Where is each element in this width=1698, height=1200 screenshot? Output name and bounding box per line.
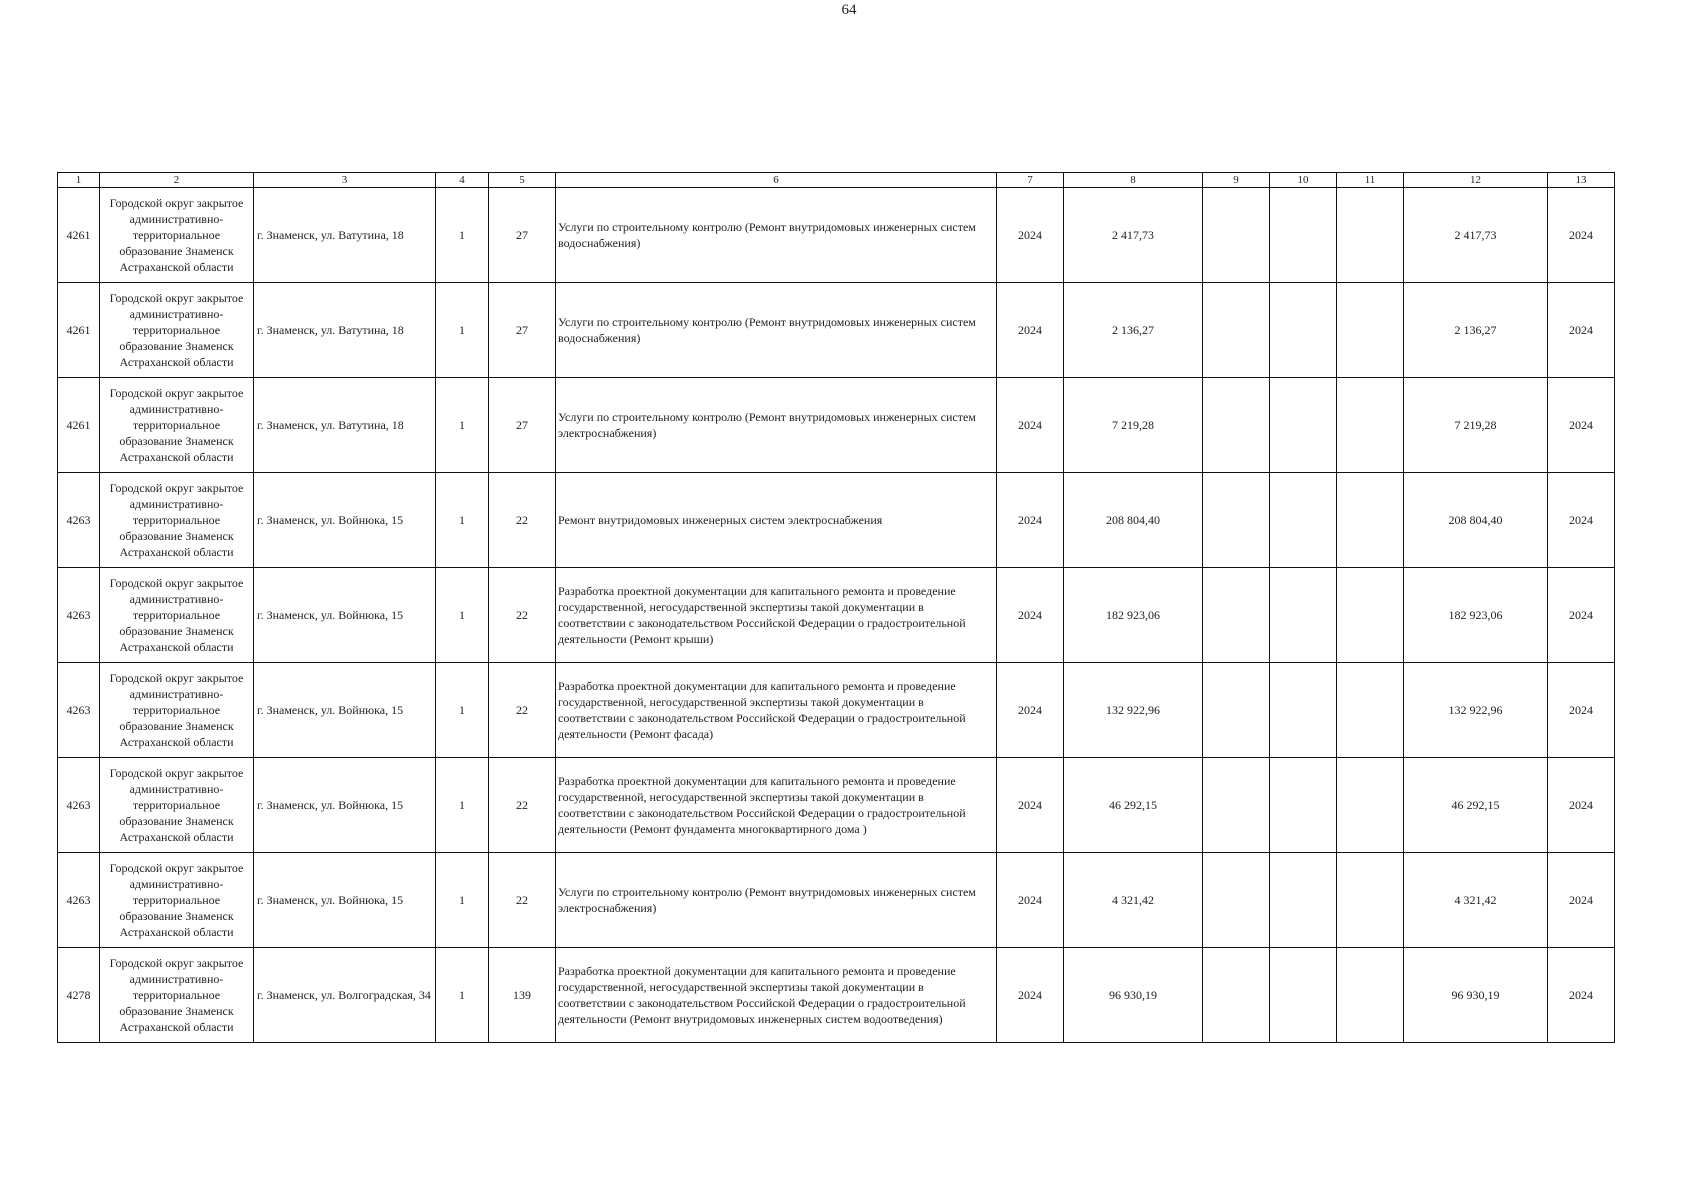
header-cell: 2 (100, 173, 254, 188)
amount-cell: 2 417,73 (1064, 188, 1203, 283)
record-number-cell: 4263 (58, 853, 100, 948)
amount-cell: 2 136,27 (1064, 283, 1203, 378)
year-cell: 2024 (997, 758, 1064, 853)
col9-cell (1203, 378, 1270, 473)
amount-cell: 7 219,28 (1064, 378, 1203, 473)
work-description-cell: Услуги по строительному контролю (Ремонт внутридомовых инженерных систем электроснабжения) (556, 853, 997, 948)
col10-cell (1270, 378, 1337, 473)
address-cell: г. Знаменск, ул. Ватутина, 18 (254, 188, 436, 283)
work-description-cell: Разработка проектной документации для капитального ремонта и проведение государственной, негосударственной экспертизы такой документации в соответствии с законодательством Российской Федерации о градостроительной деятельности (Ремонт внутридомовых инженерных систем водоотведения) (556, 948, 997, 1043)
work-description-cell: Ремонт внутридомовых инженерных систем электроснабжения (556, 473, 997, 568)
record-number-cell: 4278 (58, 948, 100, 1043)
amount-total-cell: 46 292,15 (1404, 758, 1548, 853)
address-cell: г. Знаменск, ул. Волгоградская, 34 (254, 948, 436, 1043)
municipality-cell: Городской округ закрытое административно-территориальное образование Знаменск Астраханской области (100, 473, 254, 568)
address-cell: г. Знаменск, ул. Войнюка, 15 (254, 853, 436, 948)
capital-repair-table (57, 172, 1615, 1043)
municipality-cell: Городской округ закрытое административно-территориальное образование Знаменск Астраханской области (100, 188, 254, 283)
col4-cell: 1 (436, 283, 489, 378)
year-cell: 2024 (997, 378, 1064, 473)
col11-cell (1337, 283, 1404, 378)
table-body (58, 173, 1615, 1043)
header-cell: 12 (1404, 173, 1548, 188)
year-cell: 2024 (997, 283, 1064, 378)
year-cell: 2024 (997, 188, 1064, 283)
address-cell: г. Знаменск, ул. Войнюка, 15 (254, 758, 436, 853)
record-number-cell: 4261 (58, 378, 100, 473)
end-year-cell: 2024 (1548, 188, 1615, 283)
col5-cell: 22 (489, 473, 556, 568)
header-cell: 7 (997, 173, 1064, 188)
col11-cell (1337, 188, 1404, 283)
work-description-cell: Разработка проектной документации для капитального ремонта и проведение государственной, негосударственной экспертизы такой документации в соответствии с законодательством Российской Федерации о градостроительной деятельности (Ремонт фундамента многоквартирного дома ) (556, 758, 997, 853)
amount-total-cell: 2 417,73 (1404, 188, 1548, 283)
col11-cell (1337, 663, 1404, 758)
address-cell: г. Знаменск, ул. Войнюка, 15 (254, 473, 436, 568)
col5-cell: 27 (489, 188, 556, 283)
col9-cell (1203, 283, 1270, 378)
col11-cell (1337, 758, 1404, 853)
col4-cell: 1 (436, 473, 489, 568)
amount-total-cell: 208 804,40 (1404, 473, 1548, 568)
record-number-cell: 4263 (58, 758, 100, 853)
record-number-cell: 4263 (58, 473, 100, 568)
col9-cell (1203, 853, 1270, 948)
col5-cell: 139 (489, 948, 556, 1043)
col4-cell: 1 (436, 568, 489, 663)
year-cell: 2024 (997, 663, 1064, 758)
col11-cell (1337, 853, 1404, 948)
amount-cell: 132 922,96 (1064, 663, 1203, 758)
col9-cell (1203, 948, 1270, 1043)
municipality-cell: Городской округ закрытое административно-территориальное образование Знаменск Астраханской области (100, 283, 254, 378)
col10-cell (1270, 568, 1337, 663)
year-cell: 2024 (997, 853, 1064, 948)
table-row (58, 853, 1615, 948)
header-row (58, 173, 1615, 188)
col9-cell (1203, 188, 1270, 283)
col4-cell: 1 (436, 758, 489, 853)
col10-cell (1270, 758, 1337, 853)
col10-cell (1270, 948, 1337, 1043)
col4-cell: 1 (436, 663, 489, 758)
end-year-cell: 2024 (1548, 473, 1615, 568)
year-cell: 2024 (997, 568, 1064, 663)
col11-cell (1337, 948, 1404, 1043)
end-year-cell: 2024 (1548, 948, 1615, 1043)
municipality-cell: Городской округ закрытое административно-территориальное образование Знаменск Астраханской области (100, 853, 254, 948)
table-row (58, 758, 1615, 853)
work-description-cell: Разработка проектной документации для капитального ремонта и проведение государственной, негосударственной экспертизы такой документации в соответствии с законодательством Российской Федерации о градостроительной деятельности (Ремонт крыши) (556, 568, 997, 663)
amount-total-cell: 2 136,27 (1404, 283, 1548, 378)
col9-cell (1203, 663, 1270, 758)
col11-cell (1337, 378, 1404, 473)
table-row (58, 948, 1615, 1043)
col10-cell (1270, 188, 1337, 283)
amount-cell: 182 923,06 (1064, 568, 1203, 663)
municipality-cell: Городской округ закрытое административно-территориальное образование Знаменск Астраханской области (100, 568, 254, 663)
header-cell: 1 (58, 173, 100, 188)
municipality-cell: Городской округ закрытое административно-территориальное образование Знаменск Астраханской области (100, 948, 254, 1043)
col10-cell (1270, 283, 1337, 378)
year-cell: 2024 (997, 473, 1064, 568)
record-number-cell: 4261 (58, 188, 100, 283)
work-description-cell: Услуги по строительному контролю (Ремонт внутридомовых инженерных систем электроснабжения) (556, 378, 997, 473)
table-row (58, 473, 1615, 568)
table-row (58, 663, 1615, 758)
col11-cell (1337, 473, 1404, 568)
amount-cell: 4 321,42 (1064, 853, 1203, 948)
municipality-cell: Городской округ закрытое административно-территориальное образование Знаменск Астраханской области (100, 758, 254, 853)
col4-cell: 1 (436, 948, 489, 1043)
col5-cell: 22 (489, 758, 556, 853)
header-cell: 10 (1270, 173, 1337, 188)
table-row (58, 283, 1615, 378)
table-row (58, 568, 1615, 663)
amount-cell: 96 930,19 (1064, 948, 1203, 1043)
amount-total-cell: 96 930,19 (1404, 948, 1548, 1043)
table-row (58, 188, 1615, 283)
amount-cell: 208 804,40 (1064, 473, 1203, 568)
col5-cell: 27 (489, 378, 556, 473)
col5-cell: 22 (489, 568, 556, 663)
header-cell: 3 (254, 173, 436, 188)
amount-total-cell: 132 922,96 (1404, 663, 1548, 758)
end-year-cell: 2024 (1548, 663, 1615, 758)
end-year-cell: 2024 (1548, 568, 1615, 663)
address-cell: г. Знаменск, ул. Ватутина, 18 (254, 283, 436, 378)
header-cell: 6 (556, 173, 997, 188)
end-year-cell: 2024 (1548, 378, 1615, 473)
record-number-cell: 4263 (58, 663, 100, 758)
amount-total-cell: 182 923,06 (1404, 568, 1548, 663)
col9-cell (1203, 758, 1270, 853)
col4-cell: 1 (436, 378, 489, 473)
municipality-cell: Городской округ закрытое административно-территориальное образование Знаменск Астраханской области (100, 378, 254, 473)
record-number-cell: 4261 (58, 283, 100, 378)
work-description-cell: Разработка проектной документации для капитального ремонта и проведение государственной, негосударственной экспертизы такой документации в соответствии с законодательством Российской Федерации о градостроительной деятельности (Ремонт фасада) (556, 663, 997, 758)
amount-total-cell: 7 219,28 (1404, 378, 1548, 473)
col4-cell: 1 (436, 853, 489, 948)
year-cell: 2024 (997, 948, 1064, 1043)
record-number-cell: 4263 (58, 568, 100, 663)
table-row (58, 378, 1615, 473)
col10-cell (1270, 473, 1337, 568)
header-cell: 5 (489, 173, 556, 188)
col11-cell (1337, 568, 1404, 663)
amount-total-cell: 4 321,42 (1404, 853, 1548, 948)
col9-cell (1203, 568, 1270, 663)
work-description-cell: Услуги по строительному контролю (Ремонт внутридомовых инженерных систем водоснабжения) (556, 283, 997, 378)
header-cell: 13 (1548, 173, 1615, 188)
col10-cell (1270, 853, 1337, 948)
address-cell: г. Знаменск, ул. Войнюка, 15 (254, 568, 436, 663)
col10-cell (1270, 663, 1337, 758)
col4-cell: 1 (436, 188, 489, 283)
end-year-cell: 2024 (1548, 758, 1615, 853)
header-cell: 11 (1337, 173, 1404, 188)
col9-cell (1203, 473, 1270, 568)
address-cell: г. Знаменск, ул. Войнюка, 15 (254, 663, 436, 758)
col5-cell: 22 (489, 663, 556, 758)
amount-cell: 46 292,15 (1064, 758, 1203, 853)
col5-cell: 22 (489, 853, 556, 948)
municipality-cell: Городской округ закрытое административно-территориальное образование Знаменск Астраханской области (100, 663, 254, 758)
work-description-cell: Услуги по строительному контролю (Ремонт внутридомовых инженерных систем водоснабжения) (556, 188, 997, 283)
address-cell: г. Знаменск, ул. Ватутина, 18 (254, 378, 436, 473)
col5-cell: 27 (489, 283, 556, 378)
page-number: 64 (841, 2, 857, 18)
end-year-cell: 2024 (1548, 283, 1615, 378)
header-cell: 8 (1064, 173, 1203, 188)
header-cell: 4 (436, 173, 489, 188)
header-cell: 9 (1203, 173, 1270, 188)
end-year-cell: 2024 (1548, 853, 1615, 948)
